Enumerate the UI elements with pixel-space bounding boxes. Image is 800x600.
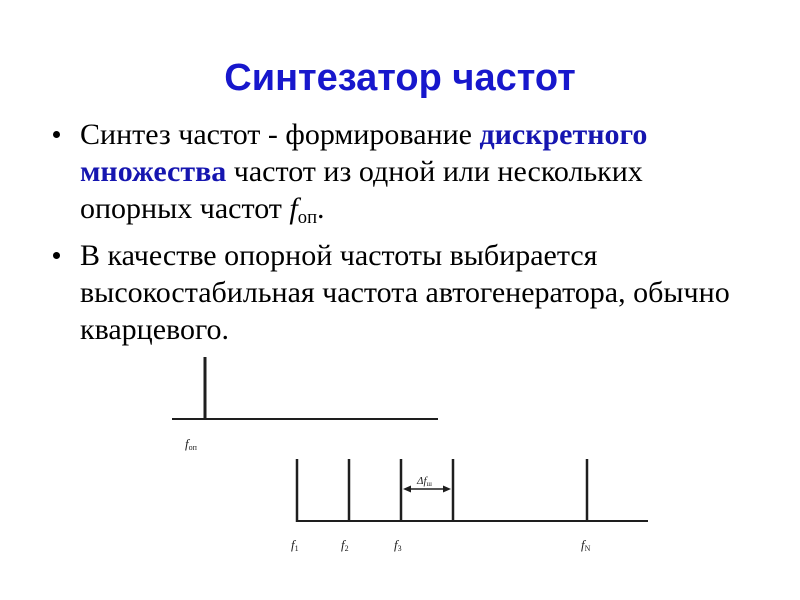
diagram-lines [172, 357, 648, 522]
frequency-label-3 [394, 537, 402, 553]
bullet-text-start: Синтез частот - формирование [80, 118, 480, 151]
frequency-label-n [581, 537, 591, 553]
label-symbol: f [394, 537, 398, 552]
label-subscript: 1 [294, 544, 299, 553]
bullet-icon [53, 131, 60, 138]
frequency-label-2 [341, 537, 349, 553]
bullet-list [0, 116, 800, 348]
bullet-item [0, 237, 800, 348]
label-subscript: ш [426, 480, 432, 488]
label-symbol: f [291, 537, 295, 552]
emphasized-term: дискретного множества [80, 118, 648, 188]
reference-frequency-subscript: оп [297, 207, 318, 229]
frequency-label-1 [291, 537, 299, 553]
frequency-spectrum-diagram [0, 340, 800, 570]
slide-title: Синтезатор частот [224, 57, 576, 99]
bullet-text-middle: частот из одной или нескольких опорных частот [80, 155, 643, 225]
reference-frequency-label [185, 436, 198, 452]
bullet-text-end: . [317, 192, 325, 225]
label-symbol: f [341, 537, 345, 552]
bullet-icon [53, 252, 60, 259]
label-symbol: Δf [417, 475, 427, 487]
label-symbol: f [185, 436, 189, 451]
label-subscript: N [584, 544, 591, 553]
frequency-step-arrowhead-left-icon [403, 486, 411, 493]
bullet-text [80, 116, 710, 227]
label-subscript: оп [188, 443, 197, 452]
bullet-text: В качестве опорной частоты выбирается высокостабильная частота автогенератора, обычно кварцевого. [80, 239, 730, 346]
bullet-item [0, 116, 800, 227]
frequency-step-label [416, 475, 433, 488]
label-symbol: f [581, 537, 585, 552]
label-subscript: 3 [397, 544, 402, 553]
label-subscript: 2 [344, 544, 349, 553]
reference-frequency-symbol: f [289, 192, 298, 225]
frequency-step-arrowhead-right-icon [443, 486, 451, 493]
